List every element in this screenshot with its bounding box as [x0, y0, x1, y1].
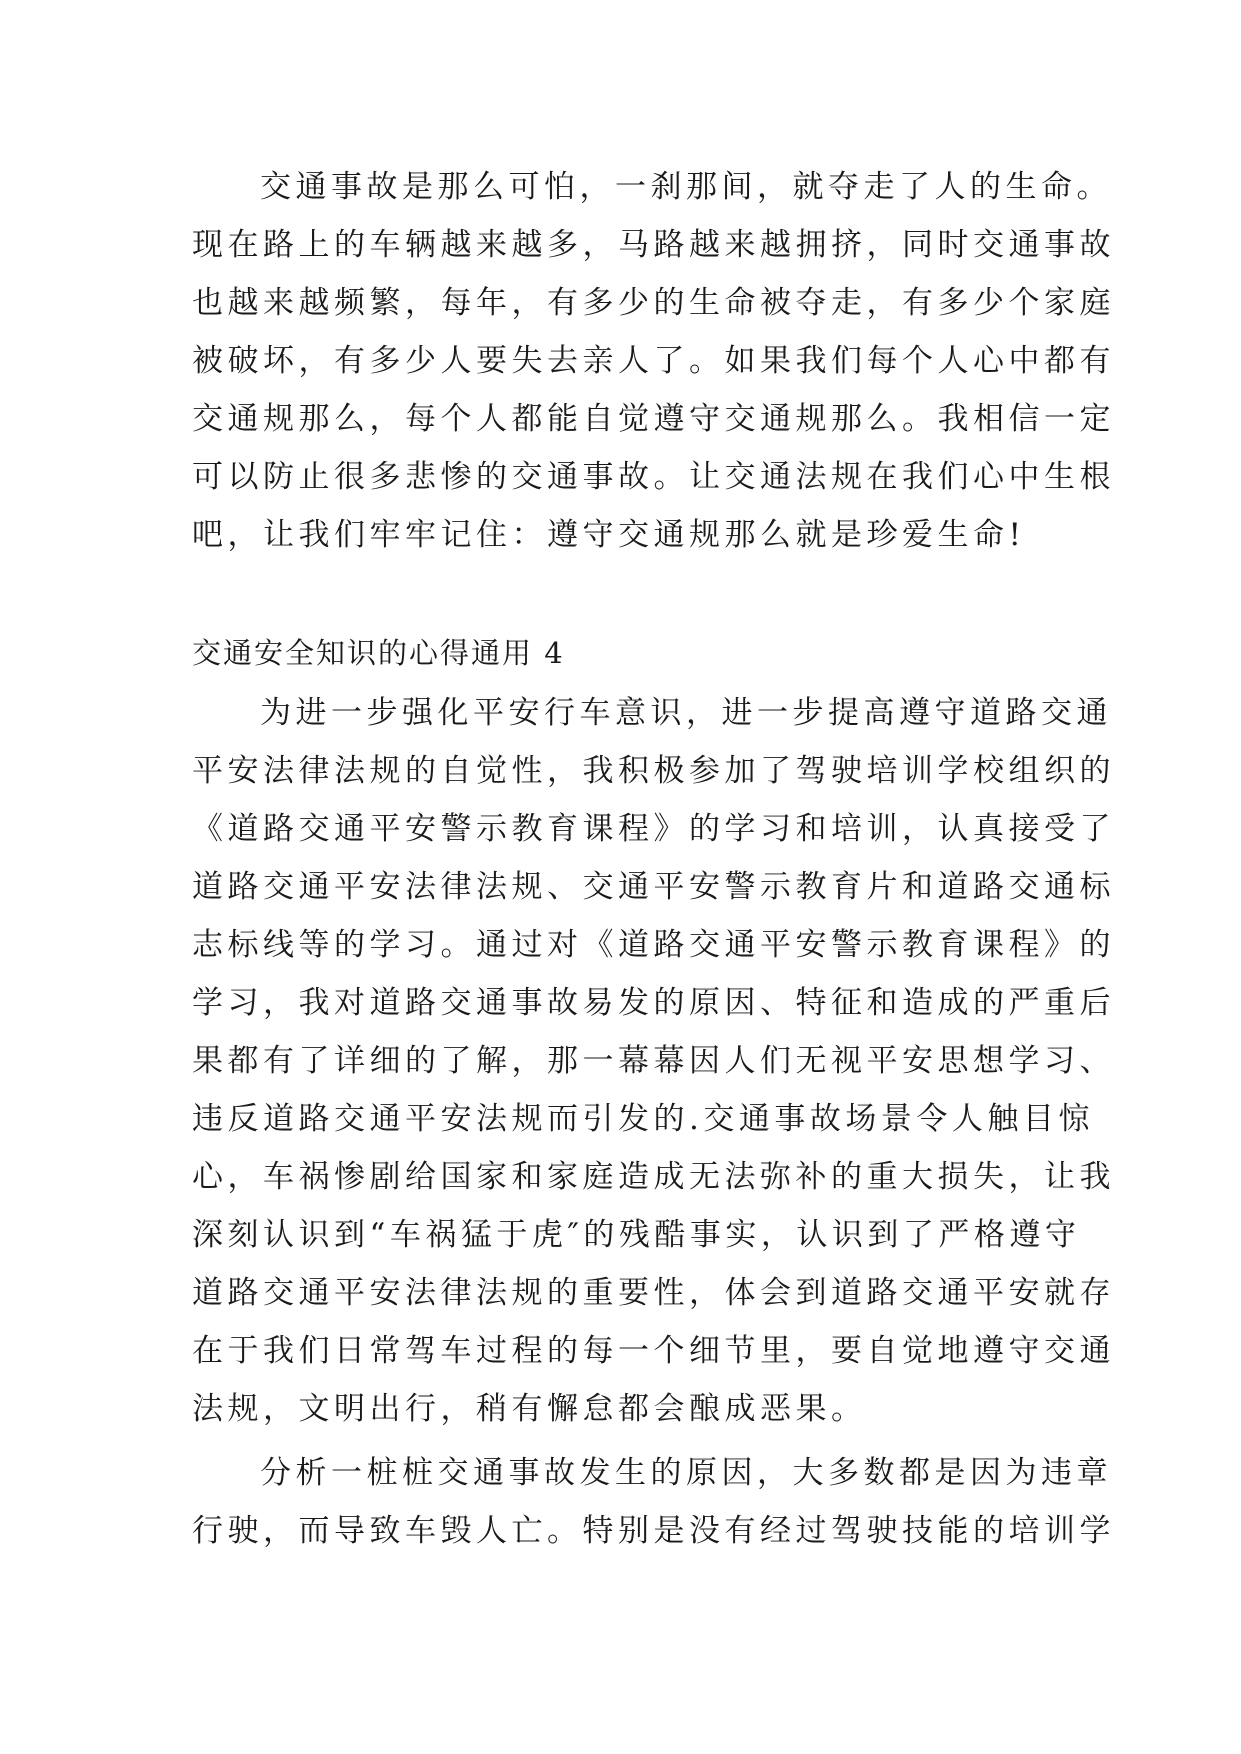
paragraph-line: 深刻认识到“车祸猛于虎″的残酷事实，认识到了严格遵守: [192, 1217, 1081, 1253]
paragraph-1: [192, 158, 1115, 564]
paragraph-line: 现在路上的车辆越来越多，马路越来越拥挤，同时交通事故: [192, 227, 1115, 263]
paragraph-line: 《道路交通平安警示教育课程》的学习和培训，认真接受了: [192, 811, 1115, 847]
paragraph-line: 道路交通平安法律法规、交通平安警示教育片和道路交通标: [192, 869, 1115, 905]
paragraph-line: 道路交通平安法律法规的重要性，体会到道路交通平安就存: [192, 1275, 1115, 1311]
paragraph-2: [192, 684, 1115, 1438]
paragraph-line: 果都有了详细的了解，那一幕幕因人们无视平安思想学习、: [192, 1043, 1115, 1079]
paragraph-line: 行驶，而导致车毁人亡。特别是没有经过驾驶技能的培训学: [192, 1513, 1115, 1549]
paragraph-line: 也越来越频繁，每年，有多少的生命被夺走，有多少个家庭: [192, 285, 1115, 321]
paragraph-line: 交通规那么，每个人都能自觉遵守交通规那么。我相信一定: [192, 401, 1115, 437]
paragraph-line: 在于我们日常驾车过程的每一个细节里，要自觉地遵守交通: [192, 1333, 1115, 1369]
paragraph-line: 平安法律法规的自觉性，我积极参加了驾驶培训学校组织的: [192, 753, 1115, 789]
paragraph-3: [192, 1444, 1115, 1560]
section-heading-text: 交通安全知识的心得通用 4: [192, 636, 565, 670]
paragraph-line: 学习，我对道路交通事故易发的原因、特征和造成的严重后: [192, 985, 1115, 1021]
paragraph-line: 交通事故是那么可怕，一刹那间，就夺走了人的生命。: [260, 169, 1112, 205]
paragraph-line: 可以防止很多悲惨的交通事故。让交通法规在我们心中生根: [192, 459, 1115, 495]
paragraph-line: 被破坏，有多少人要失去亲人了。如果我们每个人心中都有: [192, 343, 1115, 379]
paragraph-line: 分析一桩桩交通事故发生的原因，大多数都是因为违章: [260, 1455, 1112, 1491]
paragraph-line: 吧，让我们牢牢记住：遵守交通规那么就是珍爱生命!: [192, 517, 1026, 553]
paragraph-line: 心，车祸惨剧给国家和家庭造成无法弥补的重大损失，让我: [192, 1159, 1115, 1195]
section-heading: [192, 624, 1072, 682]
paragraph-line: 违反道路交通平安法规而引发的.交通事故场景令人触目惊: [192, 1101, 1094, 1137]
paragraph-line: 法规，文明出行，稍有懈怠都会酿成恶果。: [192, 1391, 867, 1427]
paragraph-line: 为进一步强化平安行车意识，进一步提高遵守道路交通: [260, 695, 1112, 731]
paragraph-line: 志标线等的学习。通过对《道路交通平安警示教育课程》的: [192, 927, 1115, 963]
